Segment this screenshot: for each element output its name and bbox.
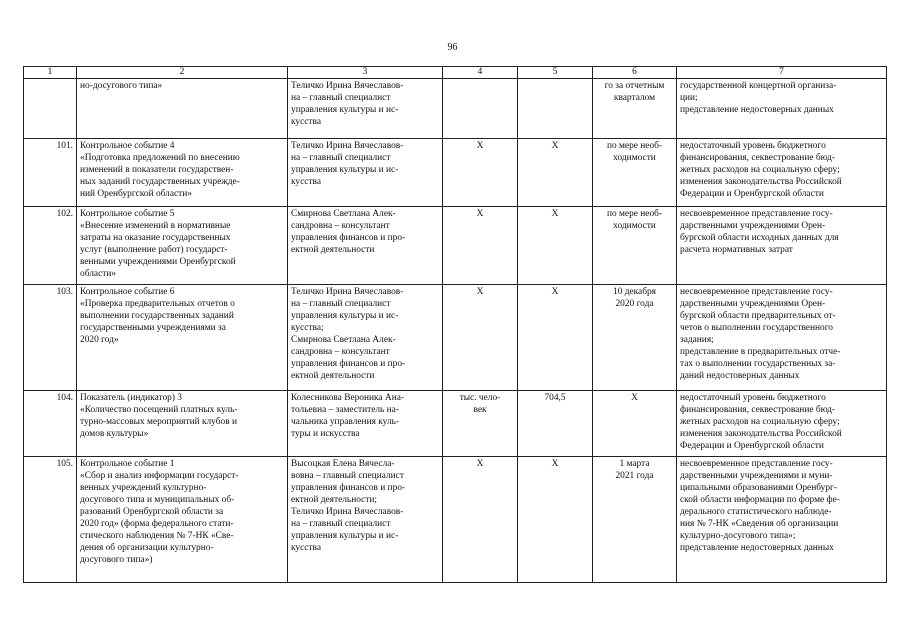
- value-cell: Х: [518, 139, 593, 207]
- row-number: 104.: [24, 391, 77, 457]
- deadline-cell: по мере необ- ходимости: [593, 139, 677, 207]
- table-row: [24, 207, 887, 285]
- table-row: [24, 79, 887, 139]
- value-cell: [518, 79, 593, 139]
- unit-cell: Х: [443, 285, 518, 391]
- table-row: [24, 285, 887, 391]
- risks-cell: несвоевременное представление госу- дарственными учреждениями Орен- бургской области исходных данных для расчета нормативных затрат: [677, 207, 887, 285]
- plan-table: [23, 66, 887, 583]
- responsible-cell: Теличко Ирина Вячеславов- на – главный специалист управления культуры и ис- кусства: [288, 79, 443, 139]
- column-header: 1: [24, 67, 77, 79]
- event-cell: Контрольное событие 5 «Внесение изменений в нормативные затраты на оказание государственных услуг (выполнение работ) государст- венными учреждениями Оренбургской области»: [77, 207, 288, 285]
- deadline-cell: Х: [593, 391, 677, 457]
- column-header: 6: [593, 67, 677, 79]
- value-cell: Х: [518, 457, 593, 583]
- responsible-cell: Колесникова Вероника Ана- тольевна – заместитель на- чальника управления куль- туры и искусства: [288, 391, 443, 457]
- unit-cell: тыс. чело- век: [443, 391, 518, 457]
- row-number: 101.: [24, 139, 77, 207]
- deadline-cell: 1 марта 2021 года: [593, 457, 677, 583]
- unit-cell: Х: [443, 207, 518, 285]
- event-cell: но-досугового типа»: [77, 79, 288, 139]
- value-cell: Х: [518, 285, 593, 391]
- event-cell: Контрольное событие 1 «Сбор и анализ информации государст- венных учреждений культурно- досугового типа и муниципальных об- разований Оренбургской области за 2020 год» (форма федерального стати- стического наблюдения № 7-НК «Све- дения об организации культурно- досугового типа»): [77, 457, 288, 583]
- column-header: 3: [288, 67, 443, 79]
- event-cell: Показатель (индикатор) 3 «Количество посещений платных куль- турно-массовых мероприятий клубов и домов культуры»: [77, 391, 288, 457]
- unit-cell: Х: [443, 139, 518, 207]
- value-cell: Х: [518, 207, 593, 285]
- column-header: 7: [677, 67, 887, 79]
- header-row: [24, 67, 887, 79]
- responsible-cell: Высоцкая Елена Вячесла- вовна – главный специалист управления финансов и про- ектной деятельности; Теличко Ирина Вячеславов- на – главный специалист управления культуры и ис- кусства: [288, 457, 443, 583]
- event-cell: Контрольное событие 6 «Проверка предварительных отчетов о выполнении государственных заданий государственными учреждениями за 2020 год»: [77, 285, 288, 391]
- risks-cell: государственной концертной организа- ции; представление недостоверных данных: [677, 79, 887, 139]
- column-header: 2: [77, 67, 288, 79]
- row-number: [24, 79, 77, 139]
- risks-cell: несвоевременное представление госу- дарственными учреждениями Орен- бургской области предварительных от- четов о выполнении государственного задания; представление в предварительных отче- тах о выполнении государственных за- даний недостоверных данных: [677, 285, 887, 391]
- deadline-cell: по мере необ- ходимости: [593, 207, 677, 285]
- risks-cell: недостаточный уровень бюджетного финансирования, секвестрование бюд- жетных расходов на социальную сферу; изменения законодательства Российской Федерации и Оренбургской области: [677, 391, 887, 457]
- table-row: [24, 457, 887, 583]
- row-number: 102.: [24, 207, 77, 285]
- responsible-cell: Смирнова Светлана Алек- сандровна – консультант управления финансов и про- ектной деятельности: [288, 207, 443, 285]
- risks-cell: несвоевременное представление госу- дарственными учреждениями и муни- ципальными образованиями Оренбург- ской области информации по форме фе- дерального статистического наблюде- ния № 7-НК «Сведения об организации культурно-досугового типа»; представление недостоверных данных: [677, 457, 887, 583]
- table-row: [24, 391, 887, 457]
- unit-cell: Х: [443, 457, 518, 583]
- deadline-cell: го за отчетным кварталом: [593, 79, 677, 139]
- event-cell: Контрольное событие 4 «Подготовка предложений по внесению изменений в показатели государствен- ных заданий государственных учрежде- ний Оренбургской области»: [77, 139, 288, 207]
- responsible-cell: Теличко Ирина Вячеславов- на – главный специалист управления культуры и ис- кусства: [288, 139, 443, 207]
- value-cell: 704,5: [518, 391, 593, 457]
- column-header: 4: [443, 67, 518, 79]
- row-number: 103.: [24, 285, 77, 391]
- deadline-cell: 10 декабря 2020 года: [593, 285, 677, 391]
- table-row: [24, 139, 887, 207]
- page-number: 96: [447, 42, 458, 53]
- column-header: 5: [518, 67, 593, 79]
- unit-cell: [443, 79, 518, 139]
- row-number: 105.: [24, 457, 77, 583]
- responsible-cell: Теличко Ирина Вячеславов- на – главный специалист управления культуры и ис- кусства; Смирнова Светлана Алек- сандровна – консультант управления финансов и про- ектной деятельности: [288, 285, 443, 391]
- risks-cell: недостаточный уровень бюджетного финансирования, секвестрование бюд- жетных расходов на социальную сферу; изменения законодательства Российской Федерации и Оренбургской области: [677, 139, 887, 207]
